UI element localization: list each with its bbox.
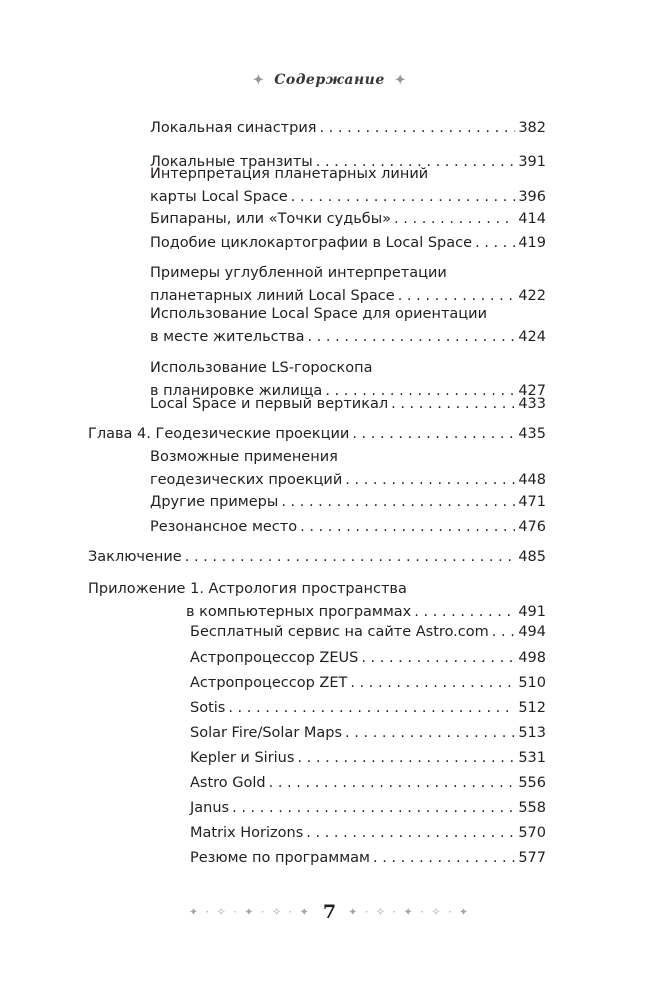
toc-entry[interactable]: Локальная синастрия . . . 382	[150, 117, 546, 140]
page-number: 531	[518, 750, 546, 766]
star-ornament-icon: ✦	[252, 73, 265, 88]
leader-dots	[391, 393, 515, 416]
page-number: 510	[518, 675, 546, 691]
page-number: 476	[518, 519, 546, 535]
toc-entry[interactable]: Локальные транзиты . . . 391	[150, 151, 546, 174]
leader-dots	[492, 621, 516, 644]
toc-entry[interactable]: Использование Local Space для ориентации в месте жительства . . . 424	[150, 303, 546, 350]
page-number: 427	[518, 383, 546, 400]
toc-entry[interactable]: Резюме по программам . . . 577	[190, 847, 546, 870]
page-number: 422	[518, 288, 546, 305]
toc-entry[interactable]: Sotis . . . 512	[190, 697, 546, 720]
leader-dots	[319, 117, 515, 140]
leader-dots	[228, 697, 515, 720]
leader-dots	[291, 186, 516, 209]
page-number: 396	[518, 189, 546, 206]
leader-dots	[281, 491, 515, 514]
toc-entry[interactable]: Astro Gold . . . 556	[190, 772, 546, 795]
page-number: 513	[518, 725, 546, 741]
page-number: 512	[518, 700, 546, 716]
toc-entry[interactable]: Local Space и первый вертикал . . . 433	[150, 393, 546, 416]
toc-chapter-entry[interactable]: Заключение . . . 485	[88, 546, 546, 569]
leader-dots	[307, 326, 515, 349]
toc-entry[interactable]: Возможные применения геодезических проекций . . . 448	[150, 446, 546, 493]
page-number: 491	[518, 604, 546, 621]
footer-page-number: 7	[322, 901, 337, 923]
page-number: 577	[518, 850, 546, 866]
toc-entry[interactable]: Резонансное место . . . 476	[150, 516, 546, 539]
page-number: 414	[518, 211, 546, 227]
leader-dots	[352, 423, 515, 446]
leader-dots	[394, 208, 515, 231]
leader-dots	[361, 647, 515, 670]
running-header	[0, 72, 659, 88]
toc-chapter-entry[interactable]: Приложение 1. Астрология пространства в компьютерных программах . . . 491	[88, 578, 546, 625]
page-number: 419	[518, 235, 546, 251]
leader-dots	[345, 469, 515, 492]
toc-entry[interactable]: Интерпретация планетарных линий карты Local Space . . . 396	[150, 163, 546, 210]
toc-entry[interactable]: Бесплатный сервис на сайте Astro.com . . . 494	[190, 621, 546, 644]
toc-chapter-entry[interactable]: Глава 4. Геодезические проекции . . . 435	[88, 423, 546, 446]
page-number: 494	[518, 624, 546, 640]
toc-entry[interactable]: Астропроцессор ZEUS . . . 498	[190, 647, 546, 670]
page-number: 485	[518, 549, 546, 565]
leader-dots	[306, 822, 515, 845]
page-footer	[0, 900, 659, 923]
star-ornament-icon: ✦	[394, 73, 407, 88]
toc-entry[interactable]: Solar Fire/Solar Maps . . . 513	[190, 722, 546, 745]
toc-entry[interactable]: Бипараны, или «Точки судьбы» . . . 414	[150, 208, 546, 231]
leader-dots	[300, 516, 515, 539]
leader-dots	[350, 672, 515, 695]
leader-dots	[185, 546, 516, 569]
page-number: 498	[518, 650, 546, 666]
sparkle-ornament-icon: ✦ · ✧ · ✦ · ✧ · ✦	[188, 905, 311, 919]
page-number: 391	[518, 154, 546, 170]
toc-entry[interactable]: Matrix Horizons . . . 570	[190, 822, 546, 845]
page-number: 382	[518, 120, 546, 136]
leader-dots	[345, 722, 515, 745]
page-number: 556	[518, 775, 546, 791]
toc-entry[interactable]: Janus . . . 558	[190, 797, 546, 820]
toc-entry[interactable]: Kepler и Sirius . . . 531	[190, 747, 546, 770]
leader-dots	[297, 747, 515, 770]
page-number: 424	[518, 329, 546, 346]
page-number: 433	[518, 396, 546, 412]
page-number: 558	[518, 800, 546, 816]
toc-entry[interactable]: Использование LS-гороскопа в планировке жилища . . . 427	[150, 357, 546, 404]
toc-entry[interactable]: Подобие циклокартографии в Local Space . . . 419	[150, 232, 546, 255]
toc-entry[interactable]: Примеры углубленной интерпретации планетарных линий Local Space . . . 422	[150, 262, 546, 309]
toc-entry[interactable]: Другие примеры . . . 471	[150, 491, 546, 514]
page-number: 448	[518, 472, 546, 489]
page-number: 570	[518, 825, 546, 841]
page-number: 471	[518, 494, 546, 510]
toc-entry[interactable]: Астропроцессор ZET . . . 510	[190, 672, 546, 695]
header-title: Содержание	[274, 72, 385, 88]
leader-dots	[373, 847, 515, 870]
leader-dots	[232, 797, 515, 820]
leader-dots	[475, 232, 515, 255]
sparkle-ornament-icon: ✦ · ✧ · ✦ · ✧ · ✦	[348, 905, 471, 919]
leader-dots	[269, 772, 516, 795]
page-number: 435	[518, 426, 546, 442]
